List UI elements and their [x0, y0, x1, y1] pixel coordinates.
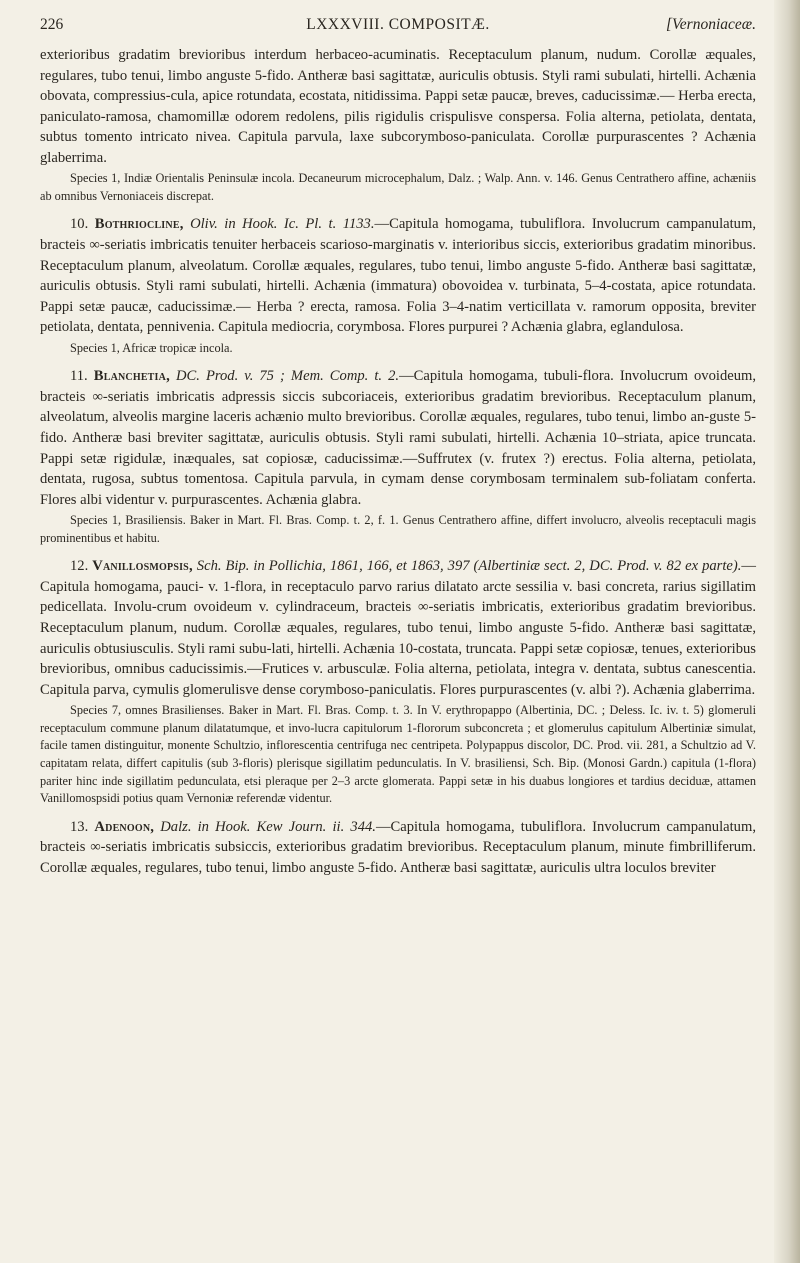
genus-name: Bothriocline, — [94, 216, 184, 233]
note-decaneurum: Species 1, Indiæ Orientalis Peninsulæ incola. Decaneurum microcephalum, Dalz. ; Walp. Ann. v. 146. Genus Centrathero affine, achæniis ab omnibus Vernoniaceis discrepat. — [40, 171, 756, 203]
page-edge-shadow — [774, 0, 800, 1263]
genus-entry-vanillosmopsis — [40, 556, 756, 700]
genus-entry-adenoon — [40, 817, 756, 879]
paragraph-intro: exterioribus gradatim brevioribus interdum herbaceo-acuminatis. Receptaculum planum, nudum. Corollæ æquales, regulares, tubo tenui, limbo anguste 5-fido. Antheræ basi sagittatæ, auriculis obtusis. Styli rami subulati, hirtelli. Achænia obovata, compressius-cula, apice rotundata, ecostata, nitidissima. Pappi setæ paucæ, breves, caducissimæ.— Herba erecta, paniculato-ramosa, chamomillæ odorem redolens, pilis rigidulis crispulisve conspersa. Folia alterna, petiolata, dentata, subtus tomento intricato nivea. Capitula parvula, laxe subcorymboso-paniculata. Corollæ purpurascentes ? Achænia glaberrima. — [40, 47, 756, 166]
main-text — [40, 45, 756, 878]
genus-entry-blanchetia — [40, 366, 756, 510]
genus-name: Vanillosmopsis, — [92, 558, 193, 575]
genus-description: —Capitula homogama, tubuliflora. Involucrum campanulatum, bracteis ∞-seriatis imbricatis tenuiter herbaceis scarioso-marginatis v. interioribus siccis, exterioribus gradatim minoribus. Receptaculum planum, alveolatum. Corollæ æquales, regulares, tubo tenui, limbo anguste 5-fido. Antheræ basi sagittatæ, auriculis obtusis. Styli rami subulati, hirtelli. Achænia (immatura) obovoidea v. turbinata, 5–4-costata, apice rotundata. Pappi setæ paucæ, caducissimæ.— Herba ? erecta, ramosa. Folia 3–4-natim verticillata v. ramorum opposita, breviter petiolata, dentata, pennivenia. Capitula mediocria, corymbosa. Flores purpurei ? Achænia glabra, eglandulosa. — [40, 216, 756, 336]
genus-number: 13. — [70, 818, 89, 835]
genus-number: 11. — [70, 368, 88, 385]
genus-entry-bothriocline — [40, 214, 756, 337]
genus-number: 10. — [70, 216, 89, 233]
running-header — [40, 16, 756, 40]
genus-authority: Dalz. in Hook. Kew Journ. ii. 344. — [160, 818, 376, 835]
genus-description: —Capitula homogama, pauci- v. 1-flora, in receptaculo parvo rarius dilatato arcte sessilia v. basi concreta, rarius sigillatim pedicellata. Involu-crum ovoideum v. cylindraceum, bracteis ∞-seriatis imbricatis, exterioribus gradatim brevioribus. Receptaculum planum, nudum. Corollæ æquales, regulares, tubo tenui, limbo anguste 5-fido. Antheræ basi sagittatæ, auriculis obtusiusculis. Styli rami subu-lati, hirtelli. Achænia 10-costata, truncata. Pappi setæ copiosæ, tenues, exterioribus brevioribus, omnibus caducissimis.—Frutices v. arbusculæ. Folia alterna, petiolata, integra v. dentata, subtus canescentia. Capitula parva, cymulis glomerulisve dense corymboso-paniculatis. Flores purpurascentes (v. albi ?). Achænia glaberrima. — [40, 558, 756, 698]
genus-authority: DC. Prod. v. 75 ; Mem. Comp. t. 2. — [175, 368, 400, 385]
chapter-title: LXXXVIII. COMPOSITÆ. — [306, 16, 490, 33]
page-number: 226 — [40, 16, 64, 33]
genus-authority: Oliv. in Hook. Ic. Pl. t. 1133. — [190, 216, 375, 233]
note-blanchetia: Species 1, Brasiliensis. Baker in Mart. Fl. Bras. Comp. t. 2, f. 1. Genus Centrathero affine, differt involucro, alveolis receptaculi magis prominentibus et habitu. — [40, 513, 756, 545]
genus-name: Blanchetia, — [93, 368, 170, 385]
genus-description: —Capitula homogama, tubuliflora. Involucrum campanulatum, bracteis ∞-seriatis imbricatis subsiccis, exterioribus gradatim brevioribus. Receptaculum planum, minute fimbrilliferum. Corollæ æquales, regulares, tubo tenui, limbo anguste 5-fido. Antheræ basi sagittatæ, auriculis ultra loculos breviter — [40, 818, 756, 876]
genus-authority: Sch. Bip. in Pollichia, 1861, 166, et 1863, 397 (Albertiniæ sect. 2, DC. Prod. v. 82 ex parte). — [196, 558, 742, 575]
section-title: [Vernoniaceæ. — [666, 16, 756, 33]
note-bothriocline: Species 1, Africæ tropicæ incola. — [70, 340, 233, 355]
note-vanillosmopsis: Species 7, omnes Brasilienses. Baker in Mart. Fl. Bras. Comp. t. 3. In V. erythropappo (Albertinia, DC. ; Deless. Ic. iv. t. 5) glomeruli receptaculum commune planum dilatatumque, et invo-lucra capitulorum 1-flororum subconcreta ; et glomerulus capitulum Albertiniæ simulat, facile tamen distinguitur, monente Schultzio, inflorescentia centrifuga nec centripeta. Polypappus discolor, DC. Prod. vii. 281, a Schultzio ad V. capitatam relata, differt capitulis (sub 3-floris) plerisque sigillatim pedunculatis. In V. brasiliensi, Sch. Bip. (Monosi Gardn.) capitula (1-flora) pariter hinc inde sigillatim pedunculata, etsi pleraque per 2–3 arcte glomerata. Pappi setæ in his duabus longiores et tardius deciduæ, attamen Vanillomospsidi potius quam Vernoniæ referendæ videntur. — [40, 703, 756, 806]
genus-name: Adenoon, — [94, 818, 155, 835]
genus-description: —Capitula homogama, tubuli-flora. Involucrum ovoideum, bracteis ∞-seriatis imbricatis adpressis siccis subcoriaceis, exterioribus gradatim brevioribus. Receptaculum planum, alveolatum, alveolis margine laceris achænio multo brevioribus. Corollæ æquales, regulares, tubo tenui, limbo an-guste 5-fido. Antheræ basi breviter sagittatæ, auriculis obtusis. Styli rami subulati, hirtelli. Achænia 10–striata, apice truncata. Pappi setæ rigidulæ, inæquales, sat copiosæ, caducissimæ.—Suffrutex (v. frutex ?) erectus. Folia alterna, petiolata, dentata, rugosa, subtus tomentosa. Capitula parvula, in cymam dense corymbosam terminalem sub-foliatam conferta. Flores albi videntur v. purpurascentes. Achænia glabra. — [40, 368, 757, 508]
genus-number: 12. — [70, 558, 89, 575]
